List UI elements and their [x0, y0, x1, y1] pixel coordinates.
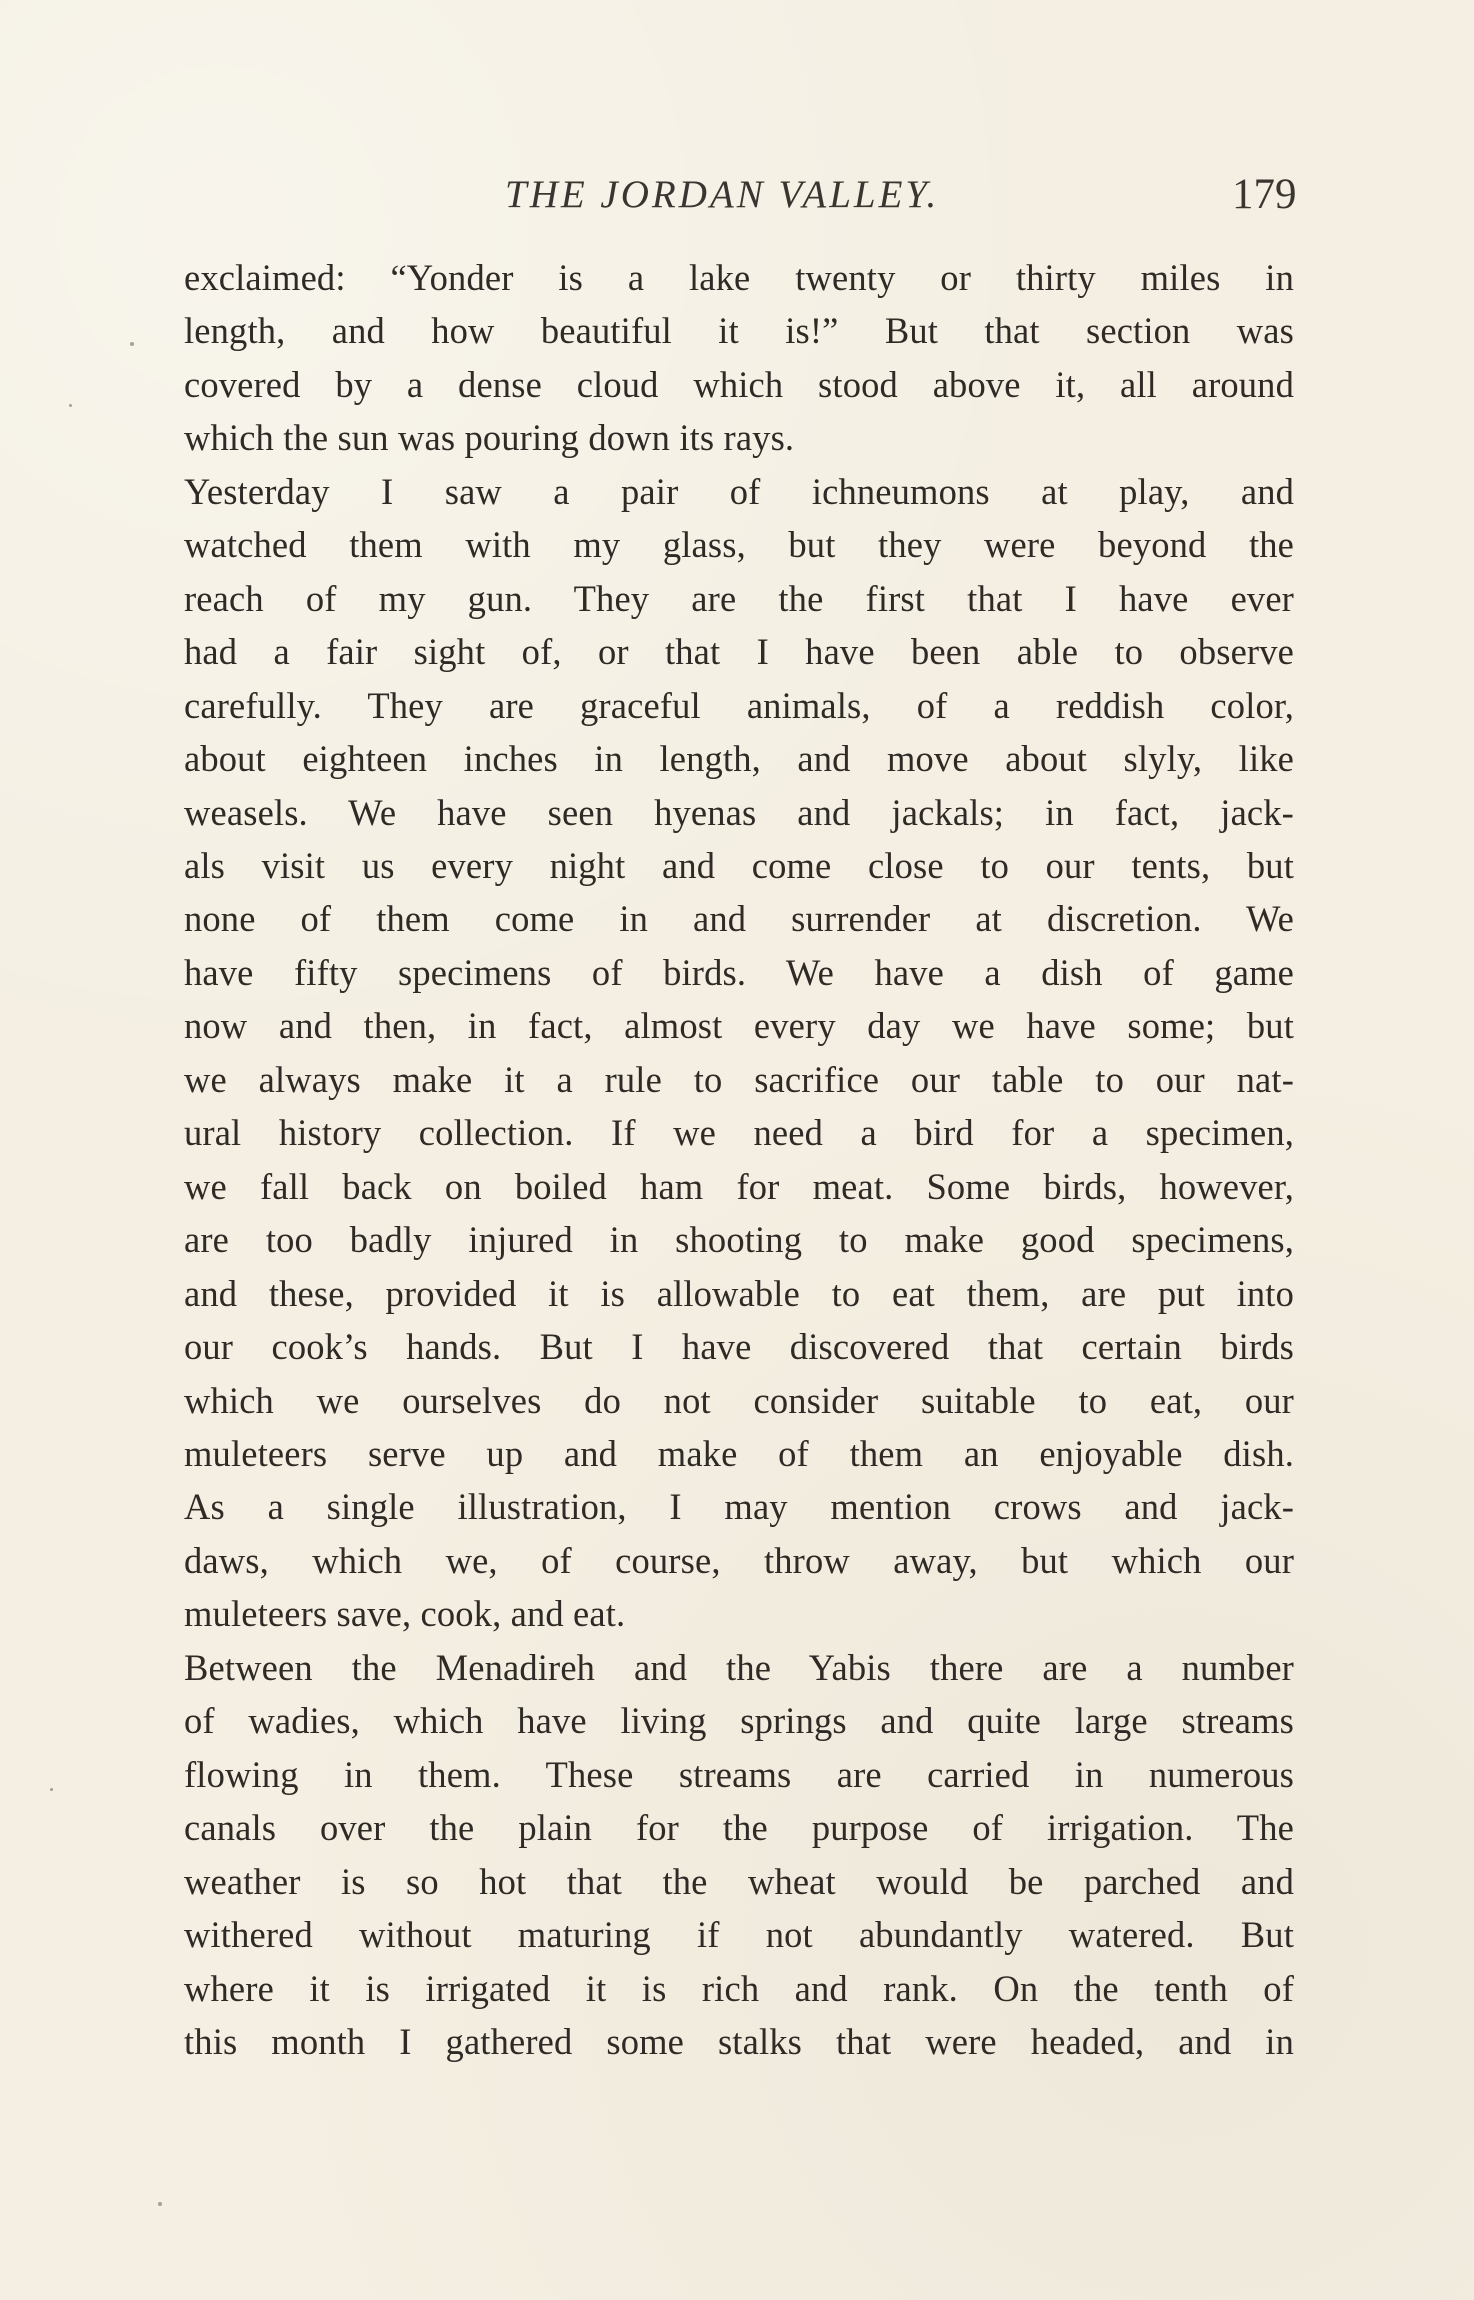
text-line: our cook’s hands. But I have discovered that certain birds: [184, 1326, 1294, 1368]
text-line: which we ourselves do not consider suitable to eat, our: [184, 1379, 1294, 1421]
paper-speck: [158, 2202, 162, 2206]
body-text: [184, 251, 1294, 2068]
text-line: where it is irrigated it is rich and rank. On the tenth of: [184, 1967, 1294, 2009]
page-number: 179: [1232, 171, 1297, 218]
text-line: muleteers serve up and make of them an enjoyable dish.: [184, 1432, 1294, 1474]
text-line: Yesterday I saw a pair of ichneumons at play, and: [184, 470, 1294, 512]
text-line: we fall back on boiled ham for meat. Some birds, however,: [184, 1165, 1294, 1207]
text-line: had a fair sight of, or that I have been able to observe: [184, 631, 1294, 673]
text-line: have fifty specimens of birds. We have a dish of game: [184, 951, 1294, 993]
text-line: reach of my gun. They are the first that I have ever: [184, 577, 1294, 619]
text-line: withered without maturing if not abundantly watered. But: [184, 1914, 1294, 1956]
text-line: weather is so hot that the wheat would be parched and: [184, 1860, 1294, 1902]
text-line: we always make it a rule to sacrifice our table to our nat-: [184, 1058, 1294, 1100]
text-line: As a single illustration, I may mention crows and jack-: [184, 1486, 1294, 1528]
text-line: carefully. They are graceful animals, of a reddish color,: [184, 684, 1294, 726]
running-head: THE JORDAN VALLEY.: [505, 173, 940, 216]
text-line: watched them with my glass, but they were beyond the: [184, 524, 1294, 566]
text-line: length, and how beautiful it is!” But that section was: [184, 310, 1294, 352]
text-line: daws, which we, of course, throw away, but which our: [184, 1539, 1294, 1581]
text-line: and these, provided it is allowable to eat them, are put into: [184, 1272, 1294, 1314]
text-line: ural history collection. If we need a bird for a specimen,: [184, 1112, 1294, 1154]
text-line: now and then, in fact, almost every day we have some; but: [184, 1005, 1294, 1047]
text-line: this month I gathered some stalks that were headed, and in: [184, 2020, 1294, 2062]
text-line: none of them come in and surrender at discretion. We: [184, 898, 1294, 940]
paper-speck: [50, 1788, 53, 1791]
paper-speck: [130, 342, 134, 346]
text-line: Between the Menadireh and the Yabis there are a number: [184, 1646, 1294, 1688]
text-line: muleteers save, cook, and eat.: [184, 1593, 626, 1635]
text-line: which the sun was pouring down its rays.: [184, 417, 795, 459]
text-line: are too badly injured in shooting to make good specimens,: [184, 1219, 1294, 1261]
text-line: exclaimed: “Yonder is a lake twenty or thirty miles in: [184, 257, 1294, 298]
text-line: canals over the plain for the purpose of irrigation. The: [184, 1807, 1294, 1849]
paper-speck: [69, 404, 72, 407]
text-line: als visit us every night and come close to our tents, but: [184, 844, 1294, 886]
text-line: of wadies, which have living springs and quite large streams: [184, 1700, 1294, 1742]
text-line: flowing in them. These streams are carried in numerous: [184, 1753, 1294, 1795]
text-line: covered by a dense cloud which stood above it, all around: [184, 363, 1294, 405]
text-line: about eighteen inches in length, and move about slyly, like: [184, 738, 1294, 780]
text-line: weasels. We have seen hyenas and jackals; in fact, jack-: [184, 791, 1294, 833]
